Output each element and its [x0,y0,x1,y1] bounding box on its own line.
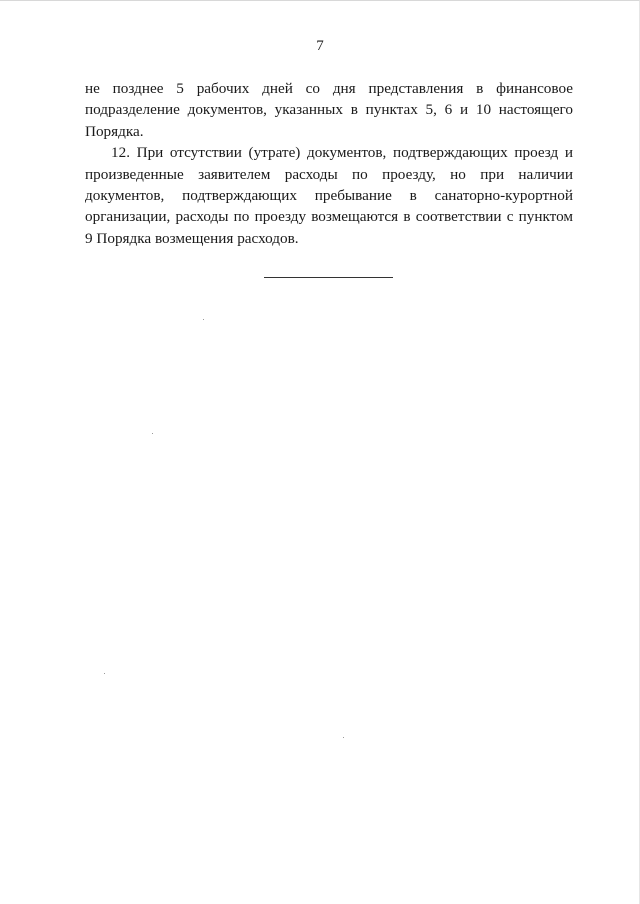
scan-speck [152,433,153,434]
page-number: 7 [316,38,324,54]
scan-speck [104,673,105,674]
scan-speck [343,737,344,738]
document-body [85,78,573,249]
end-divider-line [264,277,393,278]
scan-speck [203,319,204,320]
paragraph-continuation: не позднее 5 рабочих дней со дня представления в финансовое подразделение документов, указанных в пунктах 5, 6 и 10 настоящего Порядка. [85,80,573,140]
paragraph-item-12: 12. При отсутствии (утрате) документов, подтверждающих проезд и произведенные заявителем расходы по проезду, но при наличии документов, подтверждающих пребывание в санаторно-курортной организации, расходы по проезду возмещаются в соответствии с пунктом 9 Порядка возмещения расходов. [85,144,573,247]
